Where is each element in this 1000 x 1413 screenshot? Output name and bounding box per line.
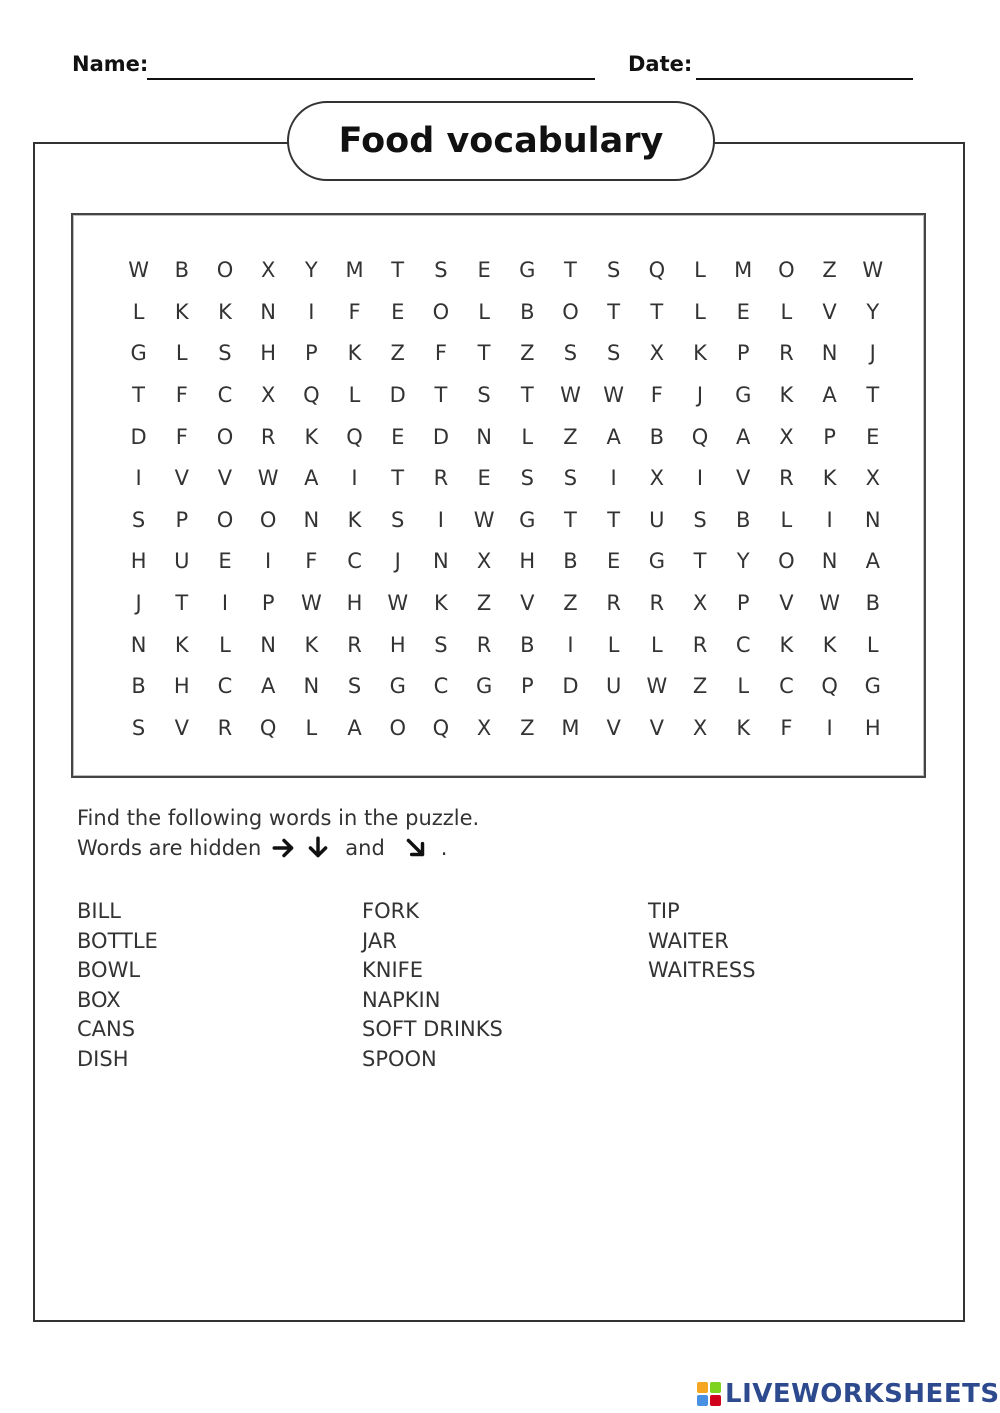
grid-letter[interactable]: I xyxy=(696,466,704,491)
grid-letter[interactable]: S xyxy=(520,466,534,491)
grid-letter[interactable]: G xyxy=(389,674,406,699)
grid-letter[interactable]: O xyxy=(432,299,450,324)
grid-letter[interactable]: T xyxy=(132,383,145,408)
arrow-down-icon xyxy=(305,835,331,861)
grid-letter[interactable]: B xyxy=(174,258,189,283)
grid-letter[interactable]: Z xyxy=(520,715,535,740)
logo-text: LIVEWORKSHEETS xyxy=(725,1379,1000,1409)
grid-letter[interactable]: T xyxy=(477,341,491,366)
grid-letter[interactable]: R xyxy=(606,591,621,616)
grid-letter[interactable]: S xyxy=(693,507,707,532)
grid-letter[interactable]: B xyxy=(520,299,535,324)
grid-letter[interactable]: F xyxy=(780,715,793,740)
grid-letter[interactable]: B xyxy=(131,674,146,699)
grid-letter[interactable]: Z xyxy=(822,258,837,283)
grid-letter[interactable]: B xyxy=(520,632,535,657)
grid-letter[interactable]: R xyxy=(476,632,492,657)
grid-letter[interactable]: S xyxy=(434,258,448,283)
grid-letter[interactable]: B xyxy=(649,424,665,449)
grid-letter[interactable]: L xyxy=(219,632,231,657)
arrow-down-right-icon xyxy=(403,835,429,861)
grid-letter[interactable]: S xyxy=(218,341,232,366)
instructions xyxy=(77,803,479,863)
grid-letter[interactable]: O xyxy=(778,258,795,283)
grid-letter[interactable]: A xyxy=(260,674,276,699)
name-field[interactable] xyxy=(147,78,595,80)
grid-letter[interactable]: Z xyxy=(476,591,492,616)
grid-letter[interactable]: X xyxy=(865,466,880,491)
grid-letter[interactable]: K xyxy=(779,632,794,657)
grid-letter[interactable]: B xyxy=(736,507,751,532)
grid-letter[interactable]: O xyxy=(778,549,795,574)
grid-letter[interactable]: S xyxy=(131,507,146,532)
grid-letter[interactable]: K xyxy=(174,299,189,324)
word-list-item: KNIFE xyxy=(362,958,424,983)
grid-letter[interactable]: K xyxy=(736,715,751,740)
grid-letter[interactable]: P xyxy=(736,341,750,366)
grid-letter[interactable]: I xyxy=(135,466,142,491)
grid-row xyxy=(117,500,894,542)
grid-letter[interactable]: Q xyxy=(821,674,838,699)
grid-letter[interactable]: V xyxy=(649,715,665,740)
grid-letter[interactable]: E xyxy=(866,424,880,449)
liveworksheets-logo[interactable] xyxy=(697,1379,1000,1409)
grid-letter[interactable]: T xyxy=(693,549,707,574)
worksheet-title: Food vocabulary xyxy=(287,101,715,181)
grid-letter[interactable]: T xyxy=(391,466,405,491)
grid-letter[interactable]: T xyxy=(650,299,664,324)
instructions-line-1: Find the following words in the puzzle. xyxy=(77,806,480,830)
word-list-column-3 xyxy=(648,897,756,986)
grid-row xyxy=(117,375,894,417)
grid-letter[interactable]: X xyxy=(476,715,492,740)
grid-letter[interactable]: P xyxy=(520,674,534,699)
grid-letter[interactable]: K xyxy=(347,507,362,532)
word-list-item: TIP xyxy=(648,899,680,923)
grid-letter[interactable]: N xyxy=(303,674,320,699)
grid-letter[interactable]: K xyxy=(779,383,794,408)
grid-letter[interactable]: T xyxy=(175,591,189,616)
grid-letter[interactable]: Z xyxy=(390,341,405,366)
grid-letter[interactable]: O xyxy=(216,258,234,283)
word-list-item: JAR xyxy=(362,928,397,953)
grid-letter[interactable]: W xyxy=(257,466,279,491)
grid-row xyxy=(117,541,894,583)
grid-letter[interactable]: L xyxy=(607,632,620,657)
grid-letter[interactable]: W xyxy=(862,258,884,283)
grid-letter[interactable]: R xyxy=(779,341,794,366)
grid-letter[interactable]: I xyxy=(437,507,444,532)
grid-letter[interactable]: J xyxy=(394,549,401,574)
grid-letter[interactable]: V xyxy=(606,715,621,740)
grid-letter[interactable]: R xyxy=(779,466,794,491)
date-field[interactable] xyxy=(696,78,913,80)
word-list-item: WAITRESS xyxy=(648,958,756,983)
grid-letter[interactable]: S xyxy=(391,507,405,532)
grid-letter[interactable]: S xyxy=(434,632,448,657)
grid-letter[interactable]: E xyxy=(391,424,405,449)
grid-letter[interactable]: E xyxy=(607,549,621,574)
grid-letter[interactable]: C xyxy=(347,549,362,574)
grid-letter[interactable]: Y xyxy=(866,299,880,324)
grid-letter[interactable]: V xyxy=(822,299,837,324)
grid-letter[interactable]: D xyxy=(389,383,406,408)
grid-letter[interactable]: N xyxy=(821,341,838,366)
grid-letter[interactable]: F xyxy=(650,383,663,408)
grid-letter[interactable]: L xyxy=(132,299,145,324)
grid-letter[interactable]: G xyxy=(519,507,536,532)
grid-letter[interactable]: I xyxy=(221,591,229,616)
grid-letter[interactable]: N xyxy=(260,632,277,657)
grid-letter[interactable]: I xyxy=(308,299,315,324)
word-list-item: CANS xyxy=(77,1017,136,1042)
grid-letter[interactable]: P xyxy=(305,341,318,366)
grid-letter[interactable]: C xyxy=(735,632,751,657)
grid-letter[interactable]: K xyxy=(218,299,232,324)
grid-letter[interactable]: E xyxy=(477,466,491,491)
grid-letter[interactable]: I xyxy=(610,466,617,491)
word-list-item: FORK xyxy=(362,899,419,923)
grid-letter[interactable]: Z xyxy=(563,591,578,616)
grid-letter[interactable]: X xyxy=(260,258,276,283)
grid-letter[interactable]: T xyxy=(564,258,577,283)
grid-letter[interactable]: C xyxy=(217,674,233,699)
grid-letter[interactable]: H xyxy=(260,341,277,366)
grid-letter[interactable]: R xyxy=(433,466,449,491)
grid-letter[interactable]: H xyxy=(389,632,406,657)
word-list-item: SPOON xyxy=(362,1046,437,1071)
grid-letter[interactable]: L xyxy=(780,299,793,324)
grid-letter[interactable]: T xyxy=(520,383,534,408)
grid-letter[interactable]: V xyxy=(736,466,751,491)
grid-letter[interactable]: G xyxy=(519,258,536,283)
grid-letter[interactable]: D xyxy=(432,424,449,449)
grid-letter[interactable]: I xyxy=(265,549,272,574)
grid-letter[interactable]: M xyxy=(345,258,364,283)
grid-letter[interactable]: B xyxy=(563,549,578,574)
grid-letter[interactable]: G xyxy=(130,341,147,366)
grid-letter[interactable]: L xyxy=(866,632,879,657)
grid-letter[interactable]: T xyxy=(434,383,448,408)
grid-letter[interactable]: V xyxy=(174,466,189,491)
grid-letter[interactable]: L xyxy=(175,341,188,366)
grid-letter[interactable]: L xyxy=(521,424,534,449)
grid-letter[interactable]: R xyxy=(649,591,665,616)
grid-letter[interactable]: K xyxy=(434,591,448,616)
grid-letter[interactable]: K xyxy=(693,341,707,366)
grid-letter[interactable]: W xyxy=(603,383,625,408)
grid-row xyxy=(117,583,894,625)
grid-letter[interactable]: G xyxy=(475,674,493,699)
word-list-item: WAITER xyxy=(648,928,729,953)
grid-letter[interactable]: E xyxy=(218,549,232,574)
grid-letter[interactable]: Q xyxy=(346,424,363,449)
grid-letter[interactable]: X xyxy=(476,549,492,574)
grid-letter[interactable]: W xyxy=(387,591,409,616)
grid-letter[interactable]: A xyxy=(606,424,621,449)
grid-letter[interactable]: G xyxy=(864,674,881,699)
grid-letter[interactable]: V xyxy=(779,591,794,616)
logo-square xyxy=(697,1395,708,1406)
grid-letter[interactable]: U xyxy=(605,674,622,699)
grid-letter[interactable]: N xyxy=(433,549,449,574)
grid-letter[interactable]: P xyxy=(823,424,836,449)
grid-letter[interactable]: W xyxy=(646,674,668,699)
grid-letter[interactable]: D xyxy=(130,424,147,449)
grid-letter[interactable]: R xyxy=(260,424,276,449)
grid-letter[interactable]: O xyxy=(216,424,234,449)
grid-letter[interactable]: Q xyxy=(691,424,709,449)
grid-letter[interactable]: O xyxy=(259,507,277,532)
grid-letter[interactable]: T xyxy=(607,507,621,532)
grid-letter[interactable]: N xyxy=(260,299,277,324)
grid-letter[interactable]: N xyxy=(130,632,147,657)
grid-letter[interactable]: X xyxy=(649,466,665,491)
grid-letter[interactable]: Z xyxy=(692,674,708,699)
logo-mark-icon xyxy=(697,1382,721,1406)
grid-letter[interactable]: L xyxy=(478,299,490,324)
grid-letter[interactable]: I xyxy=(567,632,574,657)
grid-letter[interactable]: G xyxy=(648,549,665,574)
grid-letter[interactable]: L xyxy=(694,299,706,324)
grid-letter[interactable]: K xyxy=(304,632,319,657)
grid-letter[interactable]: L xyxy=(780,507,793,532)
word-list-item: NAPKIN xyxy=(362,987,441,1012)
grid-letter[interactable]: S xyxy=(477,383,491,408)
grid-letter[interactable]: V xyxy=(217,466,233,491)
grid-letter[interactable]: Q xyxy=(259,715,277,740)
grid-letter[interactable]: J xyxy=(869,341,876,366)
word-list-item: BOTTLE xyxy=(77,928,158,953)
date-label: Date: xyxy=(628,52,693,76)
grid-letter[interactable]: M xyxy=(561,715,580,740)
grid-letter[interactable]: I xyxy=(826,715,833,740)
grid-letter[interactable]: G xyxy=(735,383,752,408)
grid-letter[interactable]: L xyxy=(348,383,361,408)
grid-letter[interactable]: A xyxy=(865,549,880,574)
grid-letter[interactable]: W xyxy=(128,258,149,283)
grid-letter[interactable]: K xyxy=(304,424,319,449)
grid-letter[interactable]: H xyxy=(864,715,881,740)
grid-letter[interactable]: S xyxy=(131,715,146,740)
instructions-period: . xyxy=(440,836,448,860)
grid-letter[interactable]: S xyxy=(347,674,362,699)
grid-letter[interactable]: V xyxy=(174,715,189,740)
grid-letter[interactable]: S xyxy=(606,258,621,283)
grid-letter[interactable]: F xyxy=(348,299,361,324)
grid-letter[interactable]: I xyxy=(351,466,358,491)
grid-letter[interactable]: J xyxy=(135,591,142,616)
grid-letter[interactable]: Y xyxy=(736,549,750,574)
grid-letter[interactable]: U xyxy=(649,507,665,532)
grid-letter[interactable]: W xyxy=(560,383,581,408)
grid-letter[interactable]: H xyxy=(130,549,147,574)
grid-letter[interactable]: C xyxy=(217,383,233,408)
grid-letter[interactable]: V xyxy=(520,591,535,616)
grid-row xyxy=(117,333,894,375)
grid-letter[interactable]: T xyxy=(607,299,621,324)
grid-letter[interactable]: D xyxy=(562,674,579,699)
grid-letter[interactable]: L xyxy=(650,632,663,657)
grid-letter[interactable]: A xyxy=(822,383,837,408)
grid-letter[interactable]: T xyxy=(866,383,880,408)
grid-letter[interactable]: O xyxy=(216,507,234,532)
word-list-column-2 xyxy=(362,897,503,1075)
grid-row xyxy=(117,708,894,750)
grid-letter[interactable]: N xyxy=(864,507,881,532)
grid-letter[interactable]: W xyxy=(819,591,840,616)
grid-letter[interactable]: R xyxy=(217,715,233,740)
grid-letter[interactable]: O xyxy=(562,299,579,324)
grid-letter[interactable]: X xyxy=(692,715,708,740)
grid-letter[interactable]: H xyxy=(346,591,363,616)
arrow-right-icon xyxy=(271,835,297,861)
grid-letter[interactable]: P xyxy=(175,507,189,532)
grid-letter[interactable]: N xyxy=(821,549,838,574)
grid-letter[interactable]: Q xyxy=(432,715,450,740)
grid-letter[interactable]: L xyxy=(694,258,706,283)
grid-letter[interactable]: S xyxy=(606,341,621,366)
grid-letter[interactable]: Q xyxy=(303,383,320,408)
grid-letter[interactable]: X xyxy=(692,591,708,616)
grid-row xyxy=(117,666,894,708)
grid-letter[interactable]: A xyxy=(304,466,319,491)
grid-letter[interactable]: J xyxy=(696,383,704,408)
word-search-grid[interactable] xyxy=(117,250,894,749)
grid-letter[interactable]: K xyxy=(347,341,362,366)
grid-letter[interactable]: Z xyxy=(520,341,535,366)
grid-letter[interactable]: F xyxy=(175,424,188,449)
grid-row xyxy=(117,250,894,292)
grid-letter[interactable]: N xyxy=(476,424,492,449)
grid-letter[interactable]: E xyxy=(477,258,491,283)
word-list-column-1 xyxy=(77,897,158,1075)
word-list-item: BOWL xyxy=(77,958,141,983)
grid-letter[interactable]: U xyxy=(174,549,190,574)
instructions-line-2-prefix: Words are hidden xyxy=(77,836,262,860)
grid-letter[interactable]: B xyxy=(865,591,880,616)
grid-letter[interactable]: K xyxy=(822,632,837,657)
grid-row xyxy=(117,458,894,500)
grid-letter[interactable]: X xyxy=(779,424,794,449)
grid-letter[interactable]: E xyxy=(391,299,405,324)
grid-letter[interactable]: Y xyxy=(304,258,318,283)
grid-letter[interactable]: T xyxy=(391,258,405,283)
grid-letter[interactable]: T xyxy=(564,507,577,532)
logo-square xyxy=(710,1382,721,1393)
grid-letter[interactable]: P xyxy=(261,591,275,616)
grid-letter[interactable]: Q xyxy=(648,258,666,283)
name-label: Name: xyxy=(72,52,149,76)
grid-letter[interactable]: L xyxy=(737,674,750,699)
grid-row xyxy=(117,416,894,458)
grid-letter[interactable]: F xyxy=(175,383,188,408)
grid-letter[interactable]: A xyxy=(347,715,362,740)
grid-letter[interactable]: R xyxy=(347,632,362,657)
grid-letter[interactable]: E xyxy=(736,299,750,324)
grid-letter[interactable]: K xyxy=(822,466,837,491)
grid-row xyxy=(117,292,894,334)
grid-letter[interactable]: X xyxy=(260,383,276,408)
grid-letter[interactable]: A xyxy=(736,424,751,449)
word-list-item: SOFT DRINKS xyxy=(362,1017,503,1042)
instructions-and: and xyxy=(345,836,385,860)
grid-letter[interactable]: N xyxy=(303,507,320,532)
grid-letter[interactable]: C xyxy=(433,674,449,699)
grid-row xyxy=(117,624,894,666)
grid-letter[interactable]: H xyxy=(519,549,536,574)
grid-letter[interactable]: I xyxy=(826,507,833,532)
word-list-item: BILL xyxy=(77,899,121,923)
grid-letter[interactable]: S xyxy=(563,341,578,366)
grid-letter[interactable]: F xyxy=(305,549,318,574)
word-list-item: DISH xyxy=(77,1046,129,1071)
grid-letter[interactable]: L xyxy=(305,715,318,740)
grid-letter[interactable]: X xyxy=(649,341,665,366)
grid-letter[interactable]: C xyxy=(779,674,794,699)
grid-letter[interactable]: K xyxy=(174,632,189,657)
grid-letter[interactable]: W xyxy=(300,591,322,616)
grid-letter[interactable]: R xyxy=(692,632,708,657)
grid-letter[interactable]: H xyxy=(173,674,190,699)
logo-square xyxy=(710,1395,721,1406)
logo-square xyxy=(697,1382,708,1393)
grid-letter[interactable]: Z xyxy=(563,424,578,449)
grid-letter[interactable]: F xyxy=(434,341,447,366)
grid-letter[interactable]: W xyxy=(473,507,495,532)
grid-letter[interactable]: O xyxy=(389,715,406,740)
grid-letter[interactable]: P xyxy=(736,591,750,616)
grid-letter[interactable]: S xyxy=(563,466,578,491)
word-list-item: BOX xyxy=(77,987,121,1012)
grid-letter[interactable]: M xyxy=(734,258,753,283)
